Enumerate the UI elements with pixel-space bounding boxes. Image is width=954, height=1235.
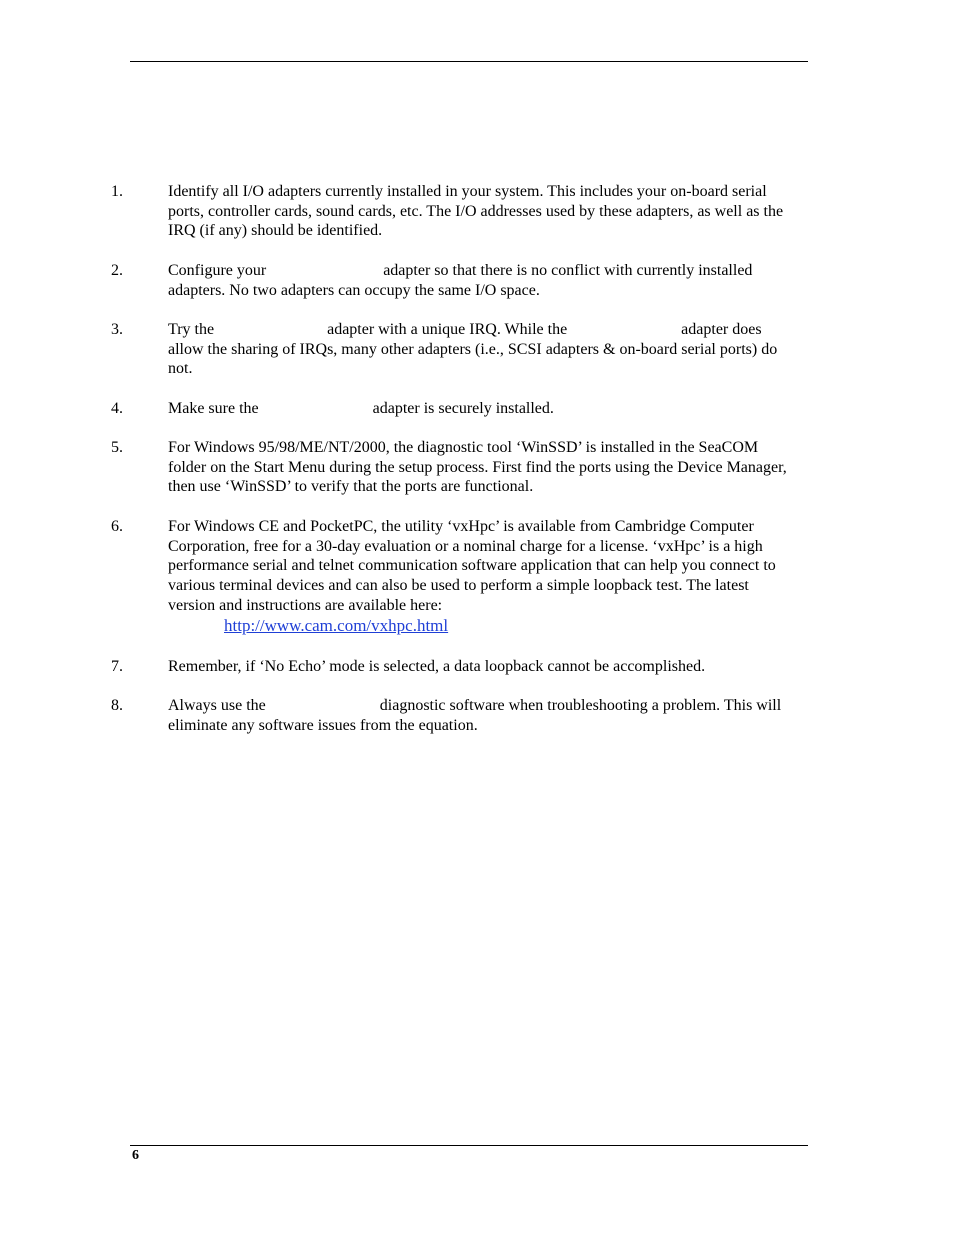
text-fragment: adapter so that there is no conflict with currently installed xyxy=(383,262,753,279)
text-line: adapters. No two adapters can occupy the same I/O space. xyxy=(168,281,540,299)
text-fragment: Always use the xyxy=(168,697,266,714)
list-number: 7. xyxy=(111,658,123,675)
list-number: 8. xyxy=(111,697,123,714)
text-line: version and instructions are available here: xyxy=(168,596,443,614)
text-fragment: Configure your xyxy=(168,262,267,279)
text-fragment: Try the xyxy=(168,321,215,338)
list-text xyxy=(168,182,840,241)
text-line: folder on the Start Menu during the setup process. First find the ports using the Device Manager, xyxy=(168,458,787,476)
list-number: 3. xyxy=(111,321,123,338)
text-line: eliminate any software issues from the equation. xyxy=(168,716,478,734)
list-text xyxy=(168,438,840,497)
text-fragment: adapter is securely installed. xyxy=(372,400,554,417)
text-line: For Windows CE and PocketPC, the utility ‘vxHpc’ is available from Cambridge Computer xyxy=(168,518,754,535)
footer-rule xyxy=(130,1145,808,1146)
text-fragment: Make sure the xyxy=(168,400,259,417)
text-line: Identify all I/O adapters currently installed in your system. This includes your on-board serial xyxy=(168,183,767,200)
list-number: 1. xyxy=(111,183,123,200)
list-text xyxy=(168,696,840,735)
list-number: 2. xyxy=(111,262,123,279)
text-line xyxy=(168,696,840,716)
list-text xyxy=(168,399,840,419)
text-fragment: diagnostic software when troubleshooting a problem. This will xyxy=(379,697,782,714)
list-number: 6. xyxy=(111,518,123,535)
text-line: performance serial and telnet communication software application that can help you connect to xyxy=(168,557,776,575)
text-fragment: adapter with a unique IRQ. While the xyxy=(327,321,568,338)
header-rule xyxy=(130,61,808,62)
list-text xyxy=(168,657,840,677)
text-line: various terminal devices and can also be used to perform a simple loopback test. The latest xyxy=(168,577,749,595)
list-text xyxy=(168,517,840,636)
list-number: 5. xyxy=(111,439,123,456)
list-text xyxy=(168,320,840,379)
text-line: not. xyxy=(168,360,193,378)
text-fragment: adapter does xyxy=(681,321,762,338)
text-line: For Windows 95/98/ME/NT/2000, the diagnostic tool ‘WinSSD’ is installed in the SeaCOM xyxy=(168,439,759,456)
vxhpc-link[interactable]: http://www.cam.com/vxhpc.html xyxy=(224,615,449,635)
list-number: 4. xyxy=(111,400,123,417)
text-line: ports, controller cards, sound cards, etc. The I/O addresses used by these adapters, as well as the xyxy=(168,202,784,220)
text-line: Corporation, free for a 30-day evaluation or a nominal charge for a license. ‘vxHpc’ is a high xyxy=(168,537,763,555)
list-text xyxy=(168,261,840,300)
text-line xyxy=(168,320,840,340)
text-line xyxy=(168,261,840,281)
text-line: then use ‘WinSSD’ to verify that the ports are functional. xyxy=(168,478,534,496)
page-number: 6 xyxy=(132,1148,139,1163)
text-line: IRQ (if any) should be identified. xyxy=(168,222,383,240)
text-line xyxy=(168,399,840,419)
text-line: Remember, if ‘No Echo’ mode is selected, a data loopback cannot be accomplished. xyxy=(168,658,706,675)
link-line xyxy=(168,616,840,637)
text-line: allow the sharing of IRQs, many other adapters (i.e., SCSI adapters & on-board serial ports) do xyxy=(168,340,778,358)
